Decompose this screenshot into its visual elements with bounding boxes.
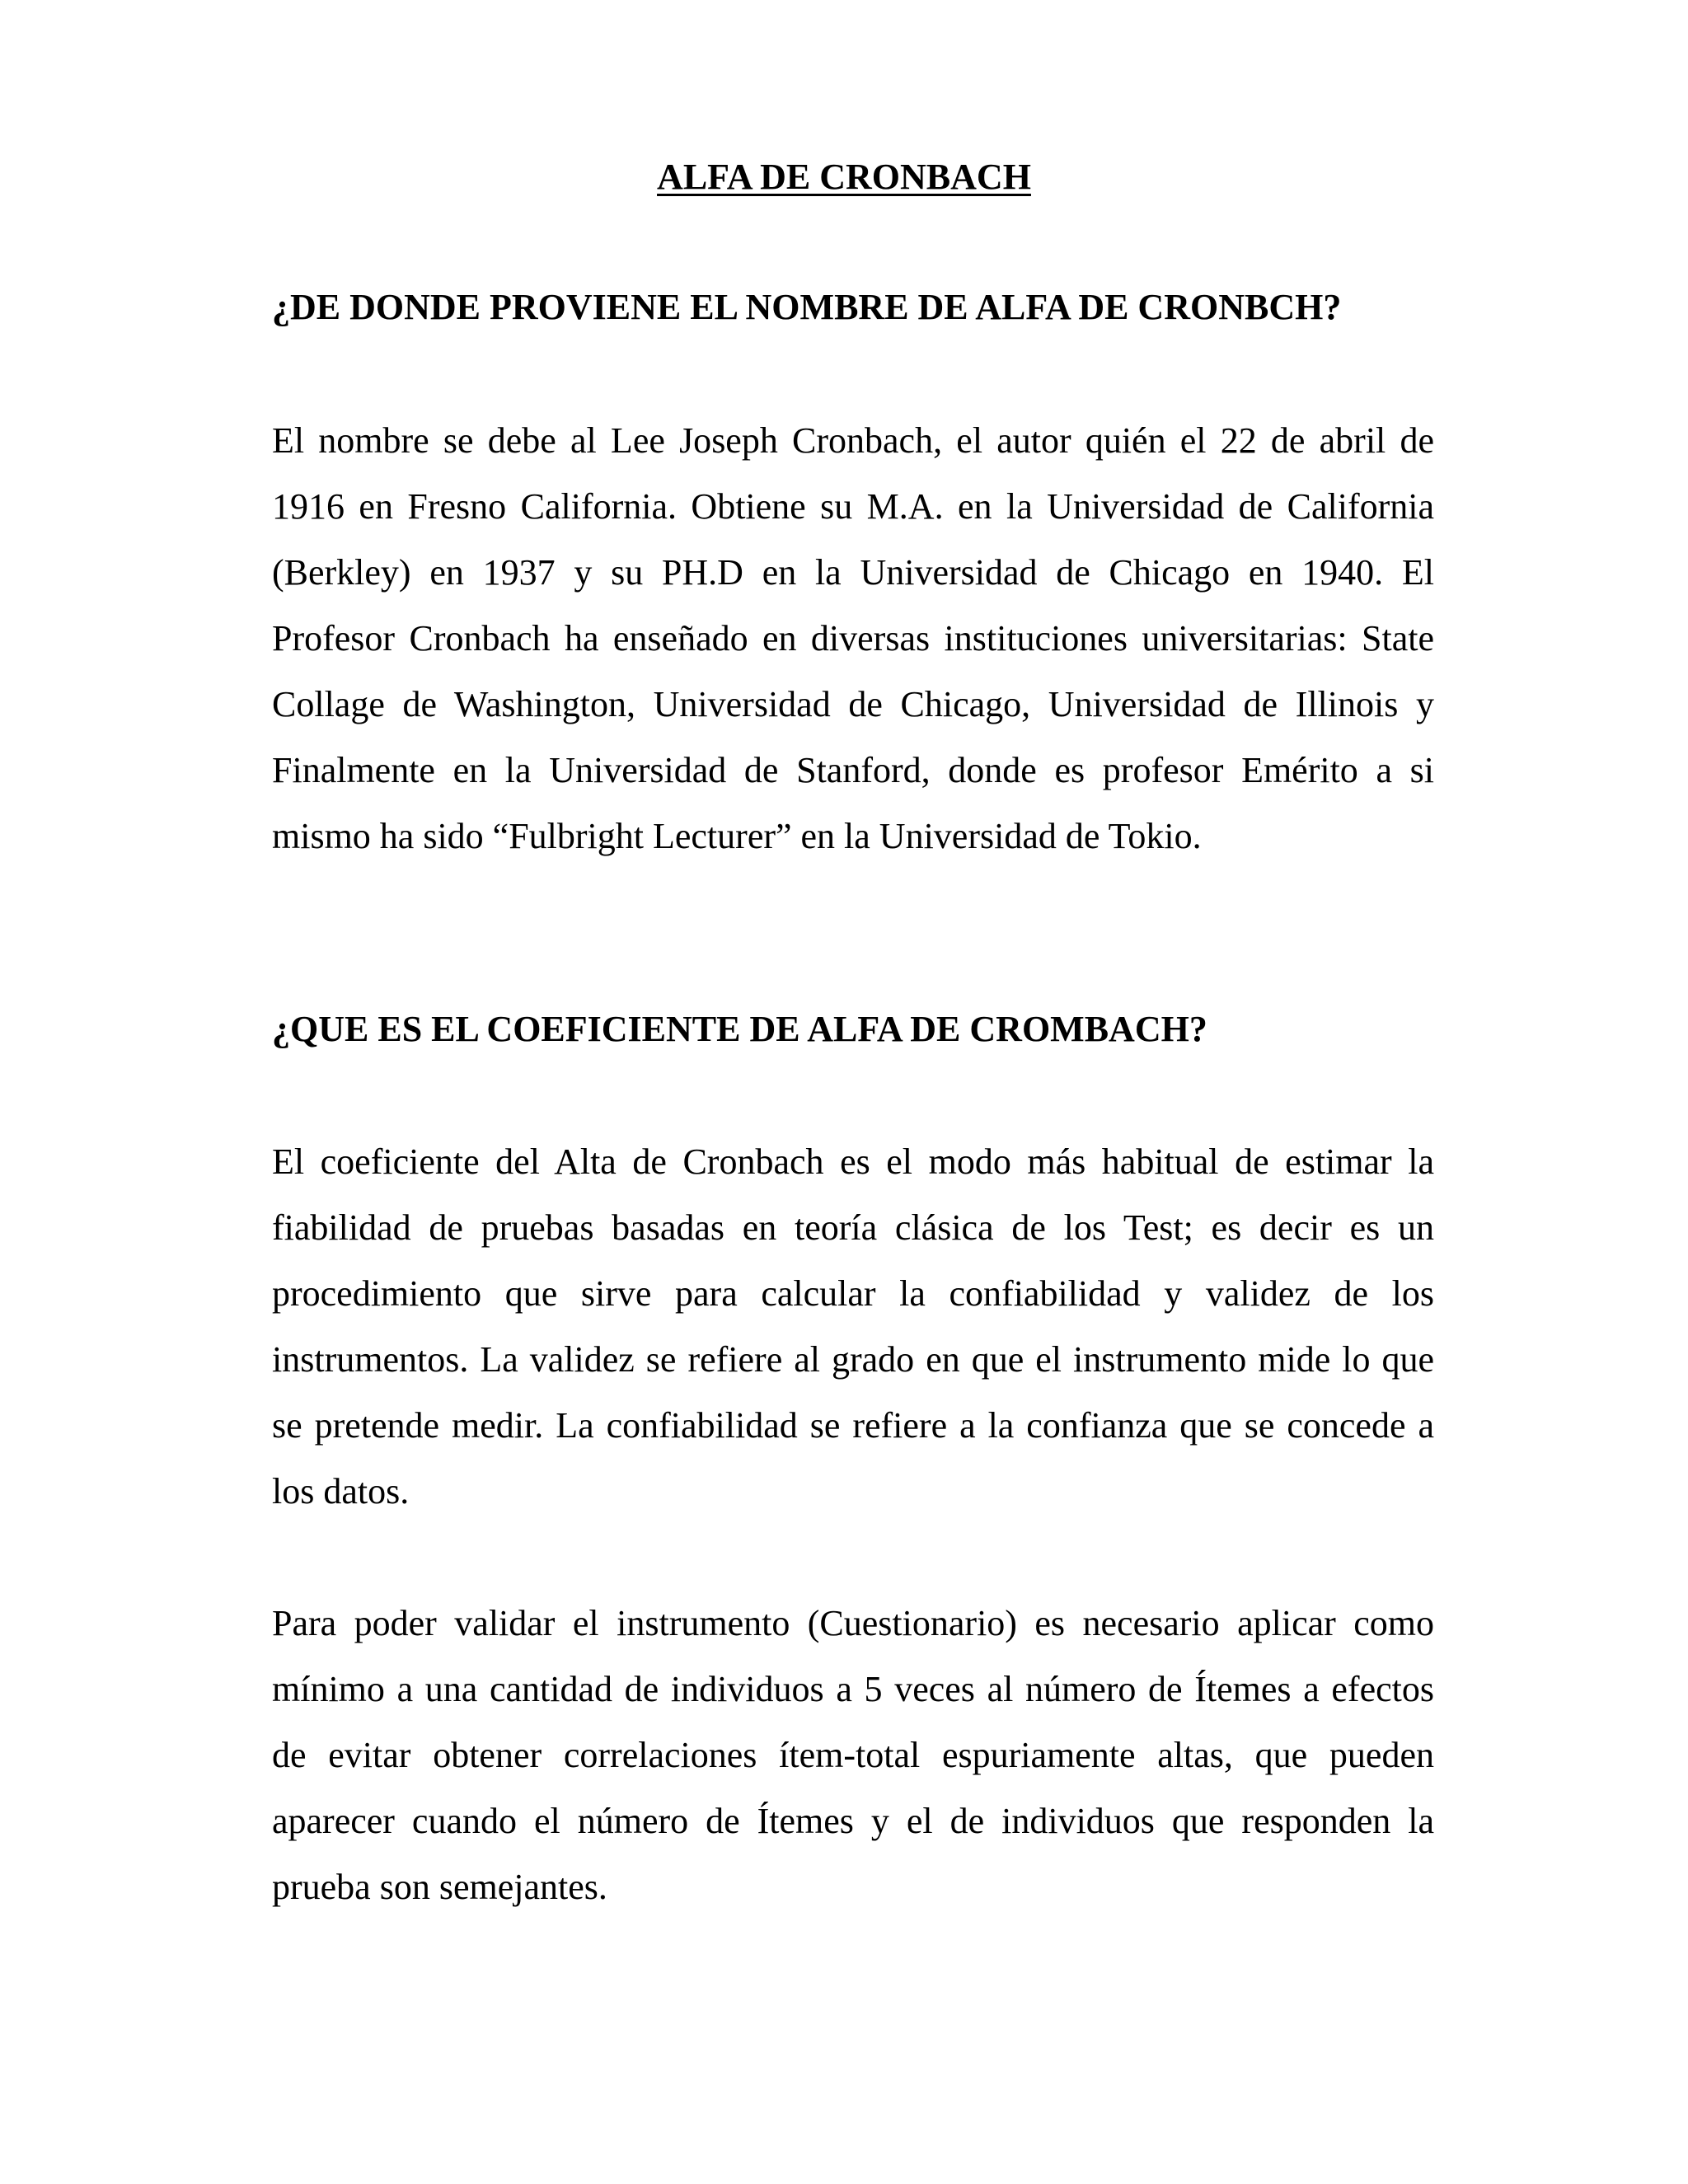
section-heading-origin: ¿DE DONDE PROVIENE EL NOMBRE DE ALFA DE CRONBCH?	[272, 287, 1342, 327]
paragraph-validation: Para poder validar el instrumento (Cuestionario) es necesario aplicar como mínimo a una cantidad de individuos a 5 veces al número de Ítemes a efectos de evitar obtener correlaciones ítem-total espuriamente altas, que pueden aparecer cuando el número de Ítemes y el de individuos que responden la prueba son semejantes.	[272, 1603, 1434, 1907]
paragraph-origin: El nombre se debe al Lee Joseph Cronbach, el autor quién el 22 de abril de 1916 en Fresno California. Obtiene su M.A. en la Universidad de California (Berkley) en 1937 y su PH.D en la Universidad de Chicago en 1940. El Profesor Cronbach ha enseñado en diversas instituciones universitarias: State Collage de Washington, Universidad de Chicago, Universidad de Illinois y Finalmente en la Universidad de Stanford, donde es profesor Emérito a si mismo ha sido “Fulbright Lecturer” en la Universidad de Tokio.	[272, 420, 1434, 856]
document-title-text: ALFA DE CRONBACH	[657, 157, 1031, 197]
section-heading-definition: ¿QUE ES EL COEFICIENTE DE ALFA DE CROMBACH?	[272, 1009, 1207, 1049]
document-title	[0, 152, 1688, 202]
paragraph-definition: El coeficiente del Alta de Cronbach es el modo más habitual de estimar la fiabilidad de pruebas basadas en teoría clásica de los Test; es decir es un procedimiento que sirve para calcular la confiabilidad y validez de los instrumentos. La validez se refiere al grado en que el instrumento mide lo que se pretende medir. La confiabilidad se refiere a la confianza que se concede a los datos.	[272, 1141, 1434, 1511]
